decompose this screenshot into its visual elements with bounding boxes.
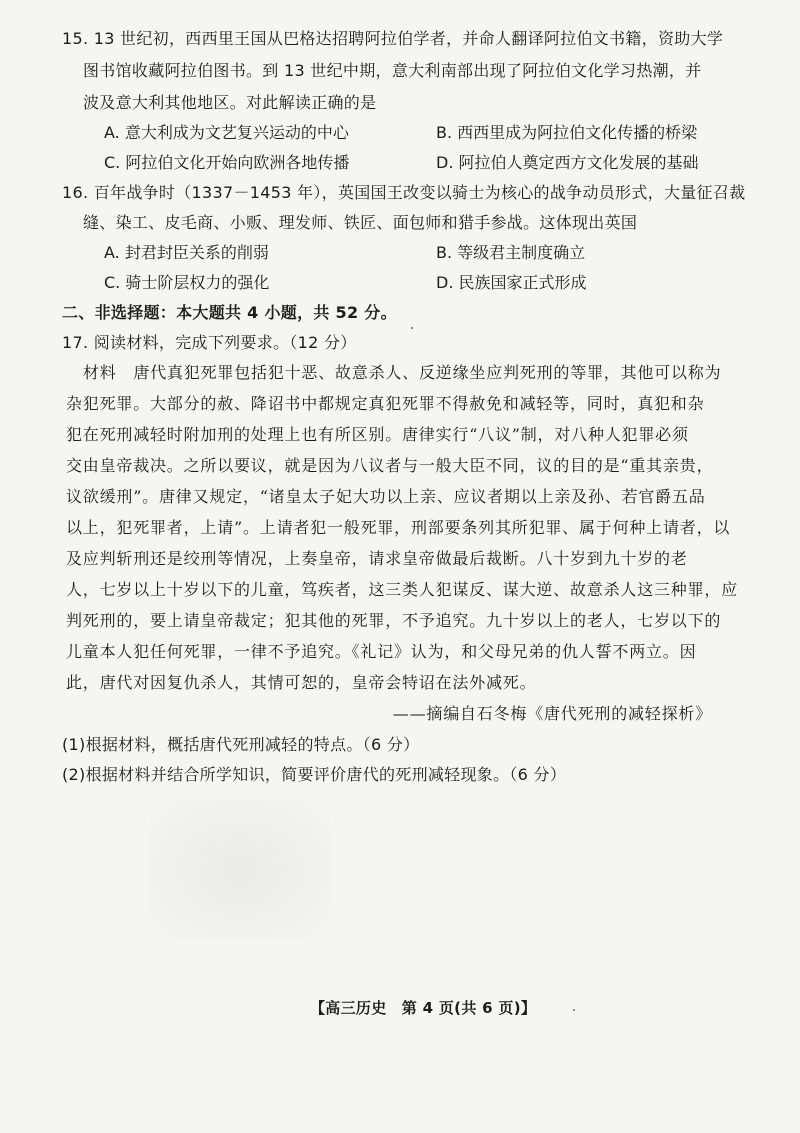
q17-sub-question-1: (1)根据材料，概括唐代死刑减轻的特点。（6 分） bbox=[62, 735, 420, 754]
q16-option-a: A. 封君封臣关系的削弱 bbox=[104, 243, 269, 262]
q17-material-line-6: 以上，犯死罪者，上请”。上请者犯一般死罪，刑部要条列其所犯罪、属于何种上请者，以 bbox=[66, 518, 731, 537]
q17-material-line-1: 材料 唐代真犯死罪包括犯十恶、故意杀人、反逆缘坐应判死刑的等罪，其他可以称为 bbox=[83, 363, 722, 382]
q15-line-3: 波及意大利其他地区。对此解读正确的是 bbox=[83, 93, 377, 112]
q17-material-line-2: 杂犯死罪。大部分的赦、降诏书中都规定真犯死罪不得赦免和减轻等，同时，真犯和杂 bbox=[66, 394, 705, 413]
q17-source-citation: ——摘编自石冬梅《唐代死刑的减轻探析》 bbox=[392, 704, 712, 723]
q15-option-b: B. 西西里成为阿拉伯文化传播的桥梁 bbox=[436, 123, 698, 142]
q17-sub-question-2: (2)根据材料并结合所学知识，简要评价唐代的死刑减轻现象。（6 分） bbox=[62, 765, 567, 784]
q17-prompt: 17. 阅读材料，完成下列要求。（12 分） bbox=[62, 333, 357, 352]
section-heading: 二、非选择题：本大题共 4 小题，共 52 分。 bbox=[62, 303, 397, 322]
q16-option-d: D. 民族国家正式形成 bbox=[436, 273, 587, 292]
q15-option-d: D. 阿拉伯人奠定西方文化发展的基础 bbox=[436, 153, 699, 172]
q15-line-1: 15. 13 世纪初，西西里王国从巴格达招聘阿拉伯学者，并命人翻译阿拉伯文书籍，资助大学 bbox=[62, 29, 724, 48]
q16-line-2: 缝、染工、皮毛商、小贩、理发师、铁匠、面包师和猎手参战。这体现出英国 bbox=[83, 213, 638, 232]
q17-material-line-9: 判死刑的，要上请皇帝裁定；犯其他的死罪，不予追究。九十岁以上的老人，七岁以下的 bbox=[66, 611, 722, 630]
q15-option-c: C. 阿拉伯文化开始向欧洲各地传播 bbox=[104, 153, 350, 172]
q17-material-line-7: 及应判斩刑还是绞刑等情况，上奏皇帝，请求皇帝做最后裁断。八十岁到九十岁的老 bbox=[66, 549, 688, 568]
scan-speck bbox=[573, 1009, 575, 1011]
scan-smudge bbox=[150, 800, 330, 940]
scan-speck bbox=[411, 327, 413, 329]
q16-option-b: B. 等级君主制度确立 bbox=[436, 243, 586, 262]
q17-material-line-11: 此，唐代对因复仇杀人，其情可恕的，皇帝会特诏在法外减死。 bbox=[66, 673, 537, 692]
q15-option-a: A. 意大利成为文艺复兴运动的中心 bbox=[104, 123, 349, 142]
q17-material-line-4: 交由皇帝裁决。之所以要议，就是因为八议者与一般大臣不同，议的目的是“重其亲贵， bbox=[66, 456, 714, 475]
q17-material-line-5: 议欲缓刑”。唐律又规定，“诸皇太子妃大功以上亲、应议者期以上亲及孙、若官爵五品 bbox=[66, 487, 706, 506]
q17-material-line-8: 人，七岁以上十岁以下的儿童，笃疾者，这三类人犯谋反、谋大逆、故意杀人这三种罪，应 bbox=[66, 580, 739, 599]
page-footer: 【高三历史 第 4 页(共 6 页)】 bbox=[310, 999, 537, 1017]
q17-material-line-10: 儿童本人犯任何死罪，一律不予追究。《礼记》认为，和父母兄弟的仇人誓不两立。因 bbox=[66, 642, 697, 661]
q16-line-1: 16. 百年战争时（1337－1453 年），英国国王改变以骑士为核心的战争动员形式，大量征召裁 bbox=[62, 183, 746, 202]
q17-material-line-3: 犯在死刑减轻时附加刑的处理上也有所区别。唐律实行“八议”制，对八种人犯罪必须 bbox=[66, 425, 689, 444]
q16-option-c: C. 骑士阶层权力的强化 bbox=[104, 273, 270, 292]
q15-line-2: 图书馆收藏阿拉伯图书。到 13 世纪中期，意大利南部出现了阿拉伯文化学习热潮，并 bbox=[83, 61, 702, 80]
